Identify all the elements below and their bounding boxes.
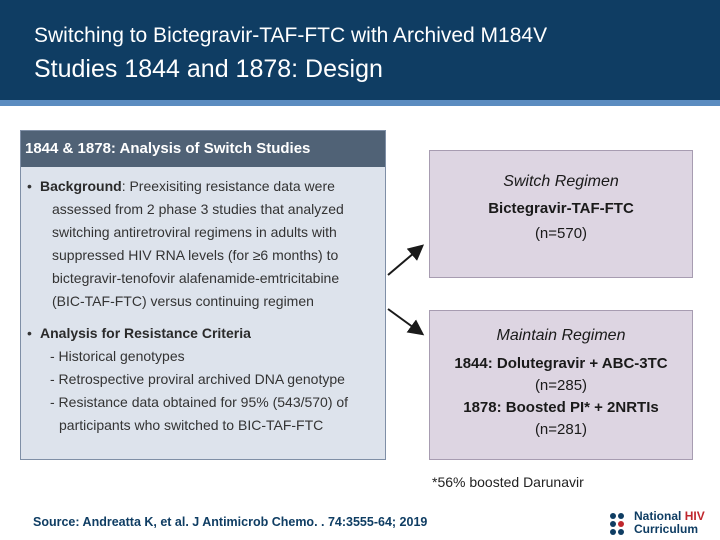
bullet-icon: • xyxy=(27,178,32,194)
maintain-n-1844: (n=285) xyxy=(534,377,588,394)
background-label: Background xyxy=(40,178,122,194)
switch-regimen-label: Switch Regimen xyxy=(503,173,619,190)
logo-icon xyxy=(607,511,631,537)
criteria-item-3: - Resistance data obtained for 95% (543/570) of xyxy=(50,394,349,410)
arrow-to-maintain-icon xyxy=(388,309,421,333)
logo-word-national: National xyxy=(634,509,682,523)
logo xyxy=(607,509,717,539)
background-line-4: suppressed HIV RNA levels (for ≥6 months) to xyxy=(52,247,339,263)
source-citation: Source: Andreatta K, et al. J Antimicrob Chemo. . 74:3555-64; 2019 xyxy=(33,515,428,529)
logo-word-curriculum: Curriculum xyxy=(634,522,699,536)
maintain-line-1878: 1878: Boosted PI* + 2NRTIs xyxy=(463,399,659,416)
arrow-to-switch-icon xyxy=(388,247,421,275)
switch-regimen-n: (n=570) xyxy=(534,225,588,242)
criteria-item-4: participants who switched to BIC-TAF-FTC xyxy=(59,417,324,433)
slide-title: Studies 1844 and 1878: Design xyxy=(34,55,383,83)
background-line-2: assessed from 2 phase 3 studies that analyzed xyxy=(52,201,344,217)
maintain-n-1878: (n=281) xyxy=(534,421,588,438)
switch-regimen-box xyxy=(429,150,693,278)
bullet-icon: • xyxy=(27,325,32,341)
background-line-1: : Preexisiting resistance data were xyxy=(121,178,335,194)
maintain-regimen-label: Maintain Regimen xyxy=(496,327,626,344)
criteria-label: Analysis for Resistance Criteria xyxy=(40,325,251,341)
maintain-regimen-box xyxy=(429,310,693,460)
criteria-item-2: - Retrospective proviral archived DNA genotype xyxy=(50,371,345,387)
footnote: *56% boosted Darunavir xyxy=(432,474,584,490)
maintain-line-1844: 1844: Dolutegravir + ABC-3TC xyxy=(454,355,668,372)
logo-word-hiv: HIV xyxy=(684,509,705,523)
background-line-5: bictegravir-tenofovir alafenamide-emtricitabine xyxy=(52,270,340,286)
switch-regimen-drug: Bictegravir-TAF-FTC xyxy=(488,200,634,217)
background-line-3: switching antiretroviral regimens in adults with xyxy=(52,224,337,240)
panel-heading: 1844 & 1878: Analysis of Switch Studies xyxy=(21,131,385,167)
criteria-item-1: - Historical genotypes xyxy=(50,348,185,364)
background-line-6: (BIC-TAF-FTC) versus continuing regimen xyxy=(52,293,314,309)
slide-subtitle: Switching to Bictegravir-TAF-FTC with Archived M184V xyxy=(34,24,548,47)
